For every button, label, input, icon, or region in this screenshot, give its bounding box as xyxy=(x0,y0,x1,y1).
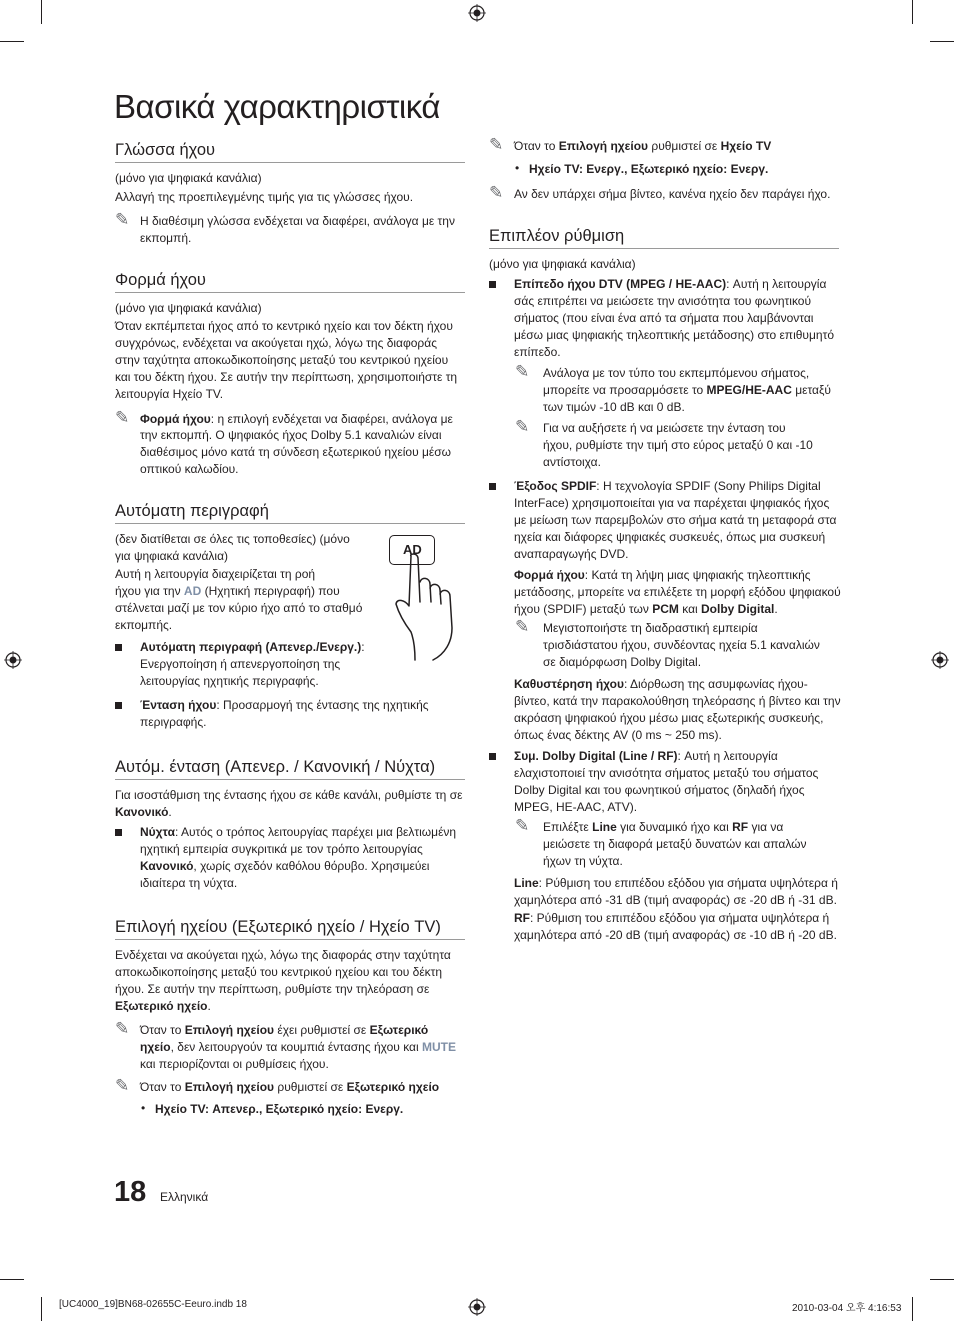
paragraph: ήχου (SPDIF) μεταξύ των PCM και Dolby Digital. xyxy=(514,602,778,616)
crop-mark xyxy=(0,41,24,42)
paragraph: και του δέκτη ήχου. Σε αυτήν την περίπτωση, χρησιμοποιήστε τη xyxy=(115,370,458,384)
digital-only-note: (μόνο για ψηφιακά κανάλια) xyxy=(115,301,262,315)
note-text: Επιλέξτε Line για δυναμικό ήχο και RF για να xyxy=(543,820,784,834)
note-text: μειώσετε τη διαφορά μεταξύ δυνατών και απαλών xyxy=(543,837,807,851)
bullet-text: περιγραφής. xyxy=(140,715,207,729)
digital-only-note: (μόνο για ψηφιακά κανάλια) xyxy=(489,257,636,271)
note-text: τρισδιάστατου ήχου, συνδέοντας ηχεία 5.1 καναλιών xyxy=(543,638,820,652)
paragraph: Ενδέχεται να ακούγεται ηχώ, λόγω της διαφοράς στην ταχύτητα xyxy=(115,948,451,962)
ad-button-label: AD xyxy=(403,542,422,557)
paragraph: (δεν διατίθεται σε όλες τις τοποθεσίες) (μόνο xyxy=(115,532,350,546)
bullet-text: λειτουργίας ηχητικής περιγραφής. xyxy=(140,674,319,688)
black-square-bullet xyxy=(115,702,122,709)
paragraph: χαμηλότερα από -31 dB (τιμή αναφοράς) σε -20 dB ή -31 dB. xyxy=(514,893,837,907)
bullet-text: Ένταση ήχου: Προσαρμογή της έντασης της ηχητικής xyxy=(140,698,429,712)
bullet-text: με μείωση των παρεμβολών στο σήμα κατά τη μεταφορά στα xyxy=(514,513,837,527)
paragraph: στην ταχύτητα αποκωδικοποίησης μεταξύ του κεντρικού ηχείου xyxy=(115,353,449,367)
bullet-text: αναπαραγωγής DVD. xyxy=(514,547,629,561)
section-rule xyxy=(115,779,465,780)
paragraph: Καθυστέρηση ήχου: Διόρθωση της ασυμφωνίας ήχου- xyxy=(514,677,808,691)
bullet-text: επίπεδο. xyxy=(514,345,561,359)
pencil-note-icon: ✎ xyxy=(515,417,530,436)
section-rule xyxy=(489,248,839,249)
hand-pressing-ad-button-icon xyxy=(389,532,469,662)
pencil-note-icon: ✎ xyxy=(115,210,130,229)
digital-only-note: (μόνο για ψηφιακά κανάλια) xyxy=(115,171,262,185)
note-text: και περιορίζονται οι ρυθμίσεις ήχου. xyxy=(140,1057,329,1071)
paragraph: Εξωτερικό ηχείο. xyxy=(115,999,211,1013)
section-heading-audio-language: Γλώσσα ήχου xyxy=(115,141,216,159)
bullet-text: InterFace) χρησιμοποιείται για να παρέχεται ψηφιακός ήχος xyxy=(514,496,830,510)
note-text: των τιμών -10 dB και 0 dB. xyxy=(543,400,685,414)
pencil-note-icon: ✎ xyxy=(115,1076,130,1095)
paragraph: μετάδοσης, μπορείτε να επιλέξετε τη μορφή εξόδου ψηφιακού xyxy=(514,585,841,599)
note-text: αντίστοιχα. xyxy=(543,455,601,469)
section-heading-speaker-select: Επιλογή ηχείου (Εξωτερικό ηχείο / Ηχείο TV) xyxy=(115,918,441,936)
paragraph: Κανονικό. xyxy=(115,805,172,819)
note-text: Αν δεν υπάρχει σήμα βίντεο, κανένα ηχείο δεν παράγει ήχο. xyxy=(514,187,831,201)
bullet-text: Ενεργοποίηση ή απενεργοποίηση της xyxy=(140,657,341,671)
print-slug-left: [UC4000_19]BN68-02655C-Eeuro.indb 18 xyxy=(59,1299,247,1310)
note-text: Μεγιστοποιήστε τη διαδραστική εμπειρία xyxy=(543,621,758,635)
paragraph: όπως ένας δέκτης AV (0 ms ~ 250 ms). xyxy=(514,728,722,742)
section-heading-additional-settings: Επιπλέον ρύθμιση xyxy=(489,227,625,245)
note-text: ηχείο, δεν λειτουργούν τα κουμπιά έντασης ήχου και MUTE xyxy=(140,1040,456,1054)
bullet-text: ηχητική εμπειρία συγκριτικά με τον τρόπο λειτουργίας xyxy=(140,842,423,856)
crop-mark xyxy=(0,1279,24,1280)
crop-mark xyxy=(41,0,42,24)
paragraph: ακρόαση ψηφιακού ήχου μέσω μιας εξωτερικής συσκευής, xyxy=(514,711,824,725)
pencil-note-icon: ✎ xyxy=(515,362,530,381)
section-rule xyxy=(115,939,465,940)
paragraph: Φορμά ήχου: Κατά τη λήψη μιας ψηφιακής τηλεοπτικής xyxy=(514,568,811,582)
bullet-text: Ηχείο TV: Απενερ., Εξωτερικό ηχείο: Ενεργ. xyxy=(155,1102,404,1116)
paragraph: εκπομπής. xyxy=(115,618,173,632)
section-heading-auto-volume: Αυτόμ. ένταση (Απενερ. / Κανονική / Νύχτα) xyxy=(115,758,436,776)
pencil-note-icon: ✎ xyxy=(115,1019,130,1038)
bullet-text: Dolby Digital και του φωνητικού σήματος (δηλαδή ήχος xyxy=(514,783,805,797)
crop-mark xyxy=(912,1297,913,1321)
registration-mark-icon xyxy=(468,1298,486,1316)
paragraph: αποκωδικοποίησης μεταξύ του κεντρικού ηχείου και του δέκτη xyxy=(115,965,443,979)
black-square-bullet xyxy=(489,281,496,288)
note-text: ήχων τη νύχτα. xyxy=(543,854,623,868)
bullet-text: ιδιαίτερα τη νύχτα. xyxy=(140,876,238,890)
paragraph: βίντεο, κατά την παρακολούθηση τηλεόρασης ή βίντεο και την xyxy=(514,694,841,708)
section-heading-audio-description: Αυτόματη περιγραφή xyxy=(115,502,269,520)
crop-mark xyxy=(912,0,913,24)
registration-mark-icon xyxy=(4,651,22,669)
section-heading-audio-format: Φορμά ήχου xyxy=(115,271,206,289)
paragraph: χαμηλότερα από -20 dB (τιμή αναφοράς) σε -10 dB ή -20 dB. xyxy=(514,928,837,942)
paragraph: Όταν εκπέμπεται ήχος από το κεντρικό ηχείο και τον δέκτη ήχου xyxy=(115,319,453,333)
crop-mark xyxy=(930,1279,954,1280)
bullet-text: Ηχείο TV: Ενεργ., Εξωτερικό ηχείο: Ενεργ. xyxy=(529,162,769,176)
hand-outline xyxy=(389,532,469,662)
note-text: ήχου, ρυθμίστε την τιμή στο εύρος μεταξύ 0 και -10 xyxy=(543,438,813,452)
paragraph: Line: Ρύθμιση του επιπέδου εξόδου για σήματα υψηλότερα ή xyxy=(514,876,838,890)
bullet-text: ελαχιστοποιεί την ανισότητα σήματος μεταξύ του σήματος xyxy=(514,766,819,780)
bullet-text: Κανονικό, χωρίς σχεδόν καθόλου θόρυβο. Χρησιμεύει xyxy=(140,859,430,873)
section-rule xyxy=(115,162,465,163)
note-text: Φορμά ήχου: η επιλογή ενδέχεται να διαφέρει, ανάλογα με xyxy=(140,412,453,426)
bullet-text: Συμ. Dolby Digital (Line / RF): Αυτή η λειτουργία xyxy=(514,749,778,763)
registration-mark-icon xyxy=(468,4,486,22)
paragraph: ήχου για την AD (Ηχητική περιγραφή) που xyxy=(115,584,340,598)
paragraph: Αυτή η λειτουργία διαχειρίζεται τη ροή xyxy=(115,567,316,581)
black-square-bullet xyxy=(489,753,496,760)
paragraph: RF: Ρύθμιση του επιπέδου εξόδου για σήματα υψηλότερα ή xyxy=(514,911,830,925)
registration-mark-icon xyxy=(931,651,949,669)
dot-bullet: • xyxy=(515,161,520,175)
note-text: σε διαμόρφωση Dolby Digital. xyxy=(543,655,702,669)
paragraph: ήχου. Σε αυτήν την περίπτωση, ρυθμίστε την τηλεόραση σε xyxy=(115,982,430,996)
bullet-text: σάς επιτρέπει να μειώσετε την ανισότητα του φωνητικού xyxy=(514,294,812,308)
bullet-text: σήματος (που είναι ένα από τα σήματα που λαμβάνονται xyxy=(514,311,814,325)
crop-mark xyxy=(41,1297,42,1321)
note-text: εκπομπή. xyxy=(140,231,192,245)
paragraph: Αλλαγή της προεπιλεγμένης τιμής για τις γλώσσες ήχου. xyxy=(115,190,414,204)
bullet-text: Επίπεδο ήχου DTV (MPEG / HE-AAC): Αυτή η λειτουργία xyxy=(514,277,827,291)
page-title: Βασικά χαρακτηριστικά xyxy=(114,88,440,125)
paragraph: Για ισοστάθμιση της έντασης ήχου σε κάθε κανάλι, ρυθμίστε τη σε xyxy=(115,788,463,802)
black-square-bullet xyxy=(115,829,122,836)
dot-bullet: • xyxy=(141,1101,146,1115)
paragraph: για ψηφιακά κανάλια) xyxy=(115,549,229,563)
pencil-note-icon: ✎ xyxy=(115,408,130,427)
note-text: μπορείτε να προσαρμόσετε το MPEG/HE-AAC μεταξύ xyxy=(543,383,831,397)
bullet-text: ηχεία και διάφορες ψηφιακές συσκευές, όπως μια συσκευή xyxy=(514,530,826,544)
black-square-bullet xyxy=(115,644,122,651)
paragraph: λειτουργία Ηχείο TV. xyxy=(115,387,224,401)
pencil-note-icon: ✎ xyxy=(515,816,530,835)
note-text: Ανάλογα με τον τύπο του εκπεμπόμενου σήματος, xyxy=(543,366,810,380)
section-rule xyxy=(115,292,465,293)
note-text: Όταν το Επιλογή ηχείου ρυθμιστεί σε Ηχείο TV xyxy=(514,139,772,153)
note-text: την εκπομπή. Ο ψηφιακός ήχος Dolby 5.1 καναλιών είναι xyxy=(140,428,442,442)
black-square-bullet xyxy=(489,483,496,490)
print-slug-right: 2010-03-04 오후 4:16:53 xyxy=(792,1303,902,1314)
bullet-text: Νύχτα: Αυτός ο τρόπος λειτουργίας παρέχει μια βελτιωμένη xyxy=(140,825,457,839)
bullet-text: Έξοδος SPDIF: Η τεχνολογία SPDIF (Sony Philips Digital xyxy=(514,479,821,493)
note-text: διαθέσιμος μόνο κατά τη σύνδεση εξωτερικού ηχείου μέσω xyxy=(140,445,451,459)
bullet-text: μέσω μιας ψηφιακής τηλεοπτικής μετάδοσης) στο επιθυμητό xyxy=(514,328,834,342)
pencil-note-icon: ✎ xyxy=(489,183,504,202)
note-text: Για να αυξήσετε ή να μειώσετε την ένταση του xyxy=(543,421,786,435)
bullet-text: MPEG, HE-AAC, ATV). xyxy=(514,800,638,814)
section-rule xyxy=(115,523,465,524)
bullet-text: Αυτόματη περιγραφή (Απενερ./Ενεργ.): xyxy=(140,640,365,654)
crop-mark xyxy=(930,41,954,42)
pencil-note-icon: ✎ xyxy=(515,617,530,636)
note-text: οπτικού καλωδίου. xyxy=(140,462,239,476)
note-text: Η διαθέσιμη γλώσσα ενδέχεται να διαφέρει, ανάλογα με την xyxy=(140,214,455,228)
note-text: Όταν το Επιλογή ηχείου ρυθμιστεί σε Εξωτερικό ηχείο xyxy=(140,1080,440,1094)
paragraph: στέλνεται μαζί με τον κύριο ήχο από το σταθμό xyxy=(115,601,363,615)
page-language: Ελληνικά xyxy=(160,1190,209,1204)
note-text: Όταν το Επιλογή ηχείου έχει ρυθμιστεί σε Εξωτερικό xyxy=(140,1023,429,1037)
pencil-note-icon: ✎ xyxy=(489,135,504,154)
page-number: 18 xyxy=(114,1176,147,1208)
paragraph: συγχρόνως, ενδέχεται να ακούγεται ηχώ, λόγω της διαφοράς xyxy=(115,336,437,350)
